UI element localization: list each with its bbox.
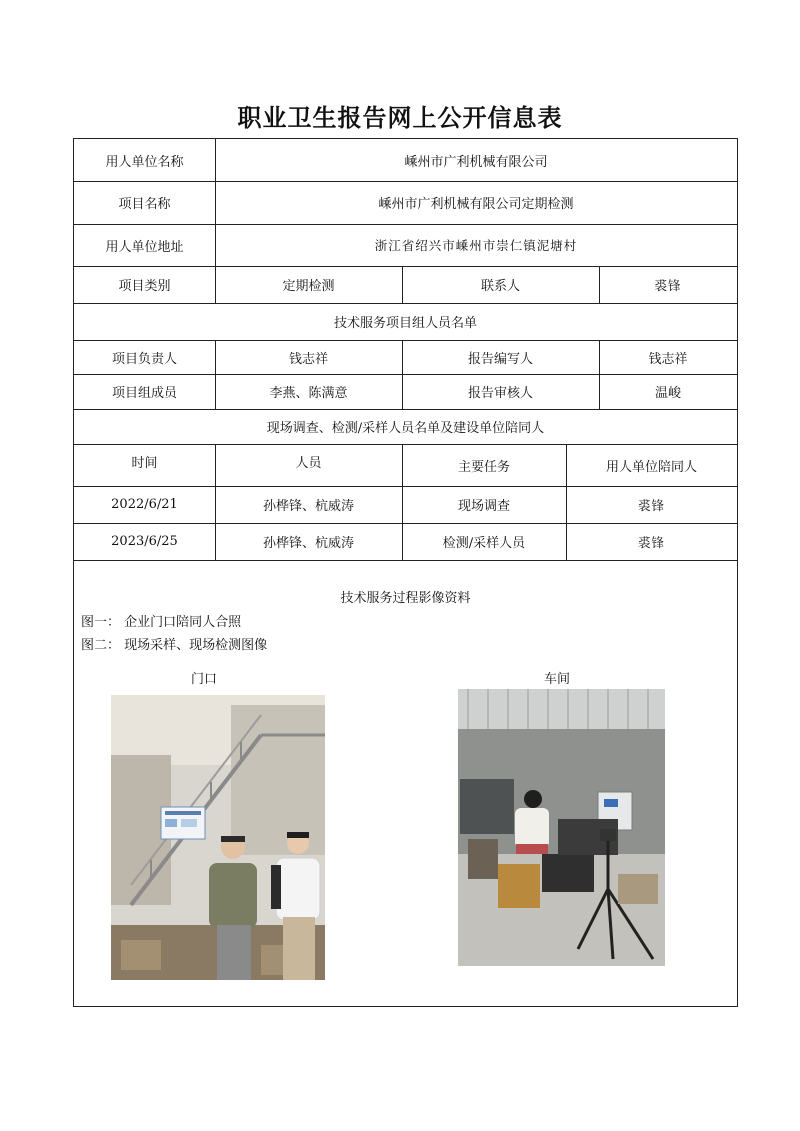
survey-col-task: 主要任务 xyxy=(457,459,510,475)
project-label: 项目名称 xyxy=(118,197,171,212)
entrance-photo-illustration xyxy=(111,695,325,980)
media-caption-1: 图一： 企业门口陪同人合照 xyxy=(81,615,242,630)
members-label: 项目组成员 xyxy=(111,386,177,401)
media-heading: 技术服务过程影像资料 xyxy=(340,590,471,606)
workshop-photo xyxy=(458,689,665,966)
workshop-photo-illustration xyxy=(458,689,665,966)
survey-row-2-date: 2023/6/25 xyxy=(111,534,178,549)
document-title: 职业卫生报告网上公开信息表 xyxy=(237,103,563,132)
address-value: 浙江省绍兴市嵊州市崇仁镇泥塘村 xyxy=(374,238,578,253)
lead-label: 项目负责人 xyxy=(111,351,177,367)
reviewer-label: 报告审核人 xyxy=(467,386,533,401)
project-value: 嵊州市广利机械有限公司定期检测 xyxy=(378,197,574,212)
survey-row-1-task: 现场调查 xyxy=(457,499,510,514)
survey-col-escort: 用人单位陪同人 xyxy=(605,459,697,475)
survey-col-time: 时间 xyxy=(131,455,158,471)
team-heading: 技术服务项目组人员名单 xyxy=(333,316,477,331)
photo-2-label: 车间 xyxy=(544,672,571,687)
media-caption-2: 图二： 现场采样、现场检测图像 xyxy=(81,638,268,653)
lead-value: 钱志祥 xyxy=(288,351,328,367)
survey-col-people: 人员 xyxy=(295,455,322,471)
reviewer-value: 温峻 xyxy=(654,386,681,401)
survey-row-1-escort: 裘锋 xyxy=(637,497,665,513)
contact-value: 裘锋 xyxy=(654,277,682,293)
contact-label: 联系人 xyxy=(480,279,520,294)
entrance-photo xyxy=(111,695,325,980)
survey-row-2-task: 检测/采样人员 xyxy=(442,536,526,551)
survey-row-2-escort: 裘锋 xyxy=(637,534,665,550)
info-table xyxy=(73,138,738,1007)
category-label: 项目类别 xyxy=(118,279,171,294)
survey-row-1-people: 孙桦锋、杭威涛 xyxy=(262,499,354,514)
survey-row-2-people: 孙桦锋、杭威涛 xyxy=(262,536,354,551)
survey-row-1-date: 2022/6/21 xyxy=(111,497,178,512)
writer-label: 报告编写人 xyxy=(467,351,533,367)
survey-heading: 现场调查、检测/采样人员名单及建设单位陪同人 xyxy=(266,421,545,436)
employer-value: 嵊州市广利机械有限公司 xyxy=(404,154,548,170)
photo-1-label: 门口 xyxy=(191,672,218,687)
writer-value: 钱志祥 xyxy=(648,351,688,367)
employer-label: 用人单位名称 xyxy=(105,154,184,170)
members-value: 李燕、陈满意 xyxy=(269,386,348,401)
address-label: 用人单位地址 xyxy=(105,239,184,255)
row-divider xyxy=(74,560,737,561)
category-value: 定期检测 xyxy=(282,279,335,294)
